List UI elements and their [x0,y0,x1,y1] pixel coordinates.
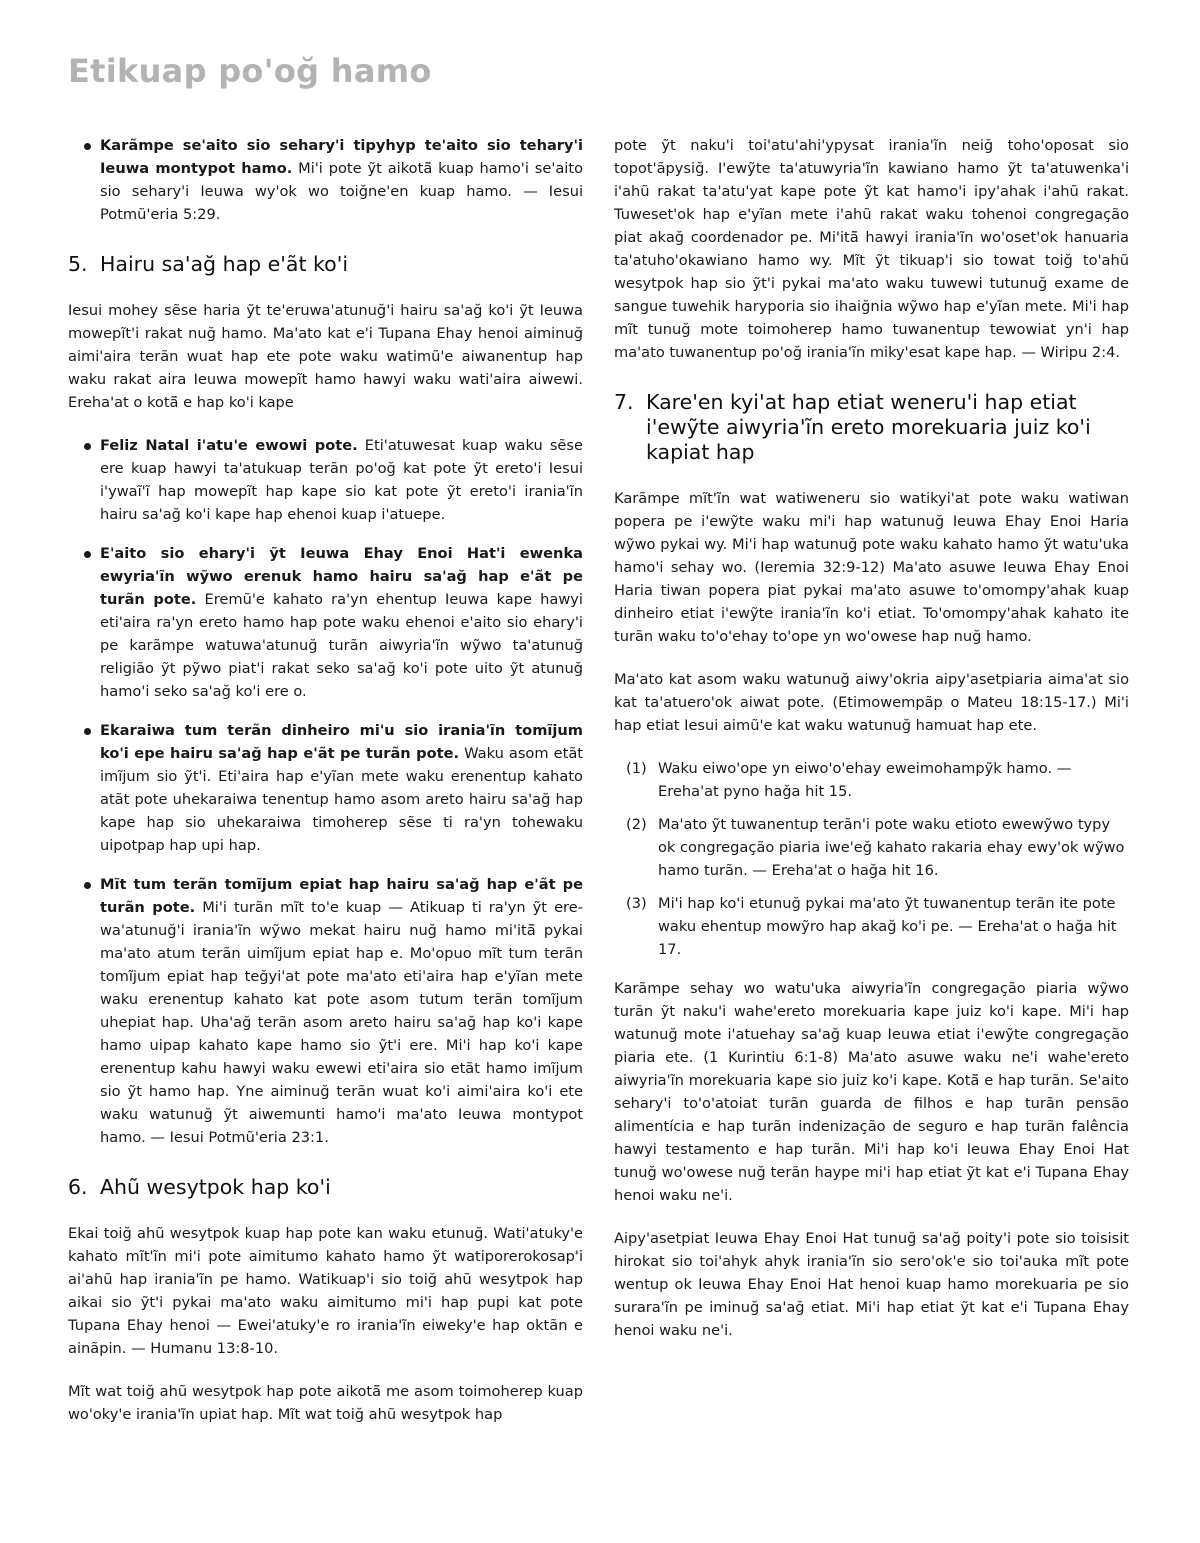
section-6-paragraph-2: Mĩt wat toiğ ahũ wesytpok hap pote aikotã̄ me asom toimoherep kuap wo'oky'e irania'ĩn upiat hap. Mĩt wat toiğ ahũ wesytpok hap [68,1383,583,1423]
section-6-heading [68,1175,583,1200]
section-6-paragraph-1: Ekai toiğ ahũ wesytpok kuap hap pote kan waku etunuğ. Wati'atuky'e kahato mĩt'ĩn mi'i pote aimitumo kahato hamo ỹt watiporerokosap'i ai'ahũ hap irania'ĩn pe hamo. Watikuap'i sio toiğ ahũ wesytpok hap aikai sio ỹt'i pykai ma'ato waku aimitumo mi'i hap pupi kat pote Tupana Ehay henoi — Ewei'atuky'e ro irania'ĩn eiweky'e hap oktãn e ainãpin. — Humanu 13:8-10. [68,1225,583,1357]
page-title: Etikuap po'oğ hamo [68,52,432,90]
bullet-lead: Mĩt tum terãn tomĩjum epiat hap hairu sa'ağ hap e'ãt pe turãn pote. [100,876,583,916]
bullet-item [100,542,583,703]
bullet-text: Eti'atuwesat kuap waku sẽse ere kuap hawyi ta'atukuap terãn po'oğ kat pote ỹt ereto'i Iesui i'ywaĩ'ĩ hap mowepĩt hap kape sio kat pote ỹt ereto'i irania'ĩn hairu sa'ağ ko'i kape hap ehenoi kuap i'atuepe. [100,437,583,523]
bullet-item [100,873,583,1149]
bullet-item [100,134,583,226]
step-number: (3) [626,895,647,912]
step-text: Ma'ato ỹt tuwanentup terãn'i pote waku etioto ewewỹwo typy ok congregação piaria iwe'eğ kahato rakaria ehay ewy'ok wỹwo hamo turãn. — Ereha'at o hağa hit 16. [658,816,1125,879]
section-7-heading [614,390,1129,465]
step-number: (1) [626,760,647,777]
bullet-lead: E'aito sio ehary'i ỹt Ieuwa Ehay Enoi Hat'i ewenka ewyria'ĩn wỹwo erenuk hamo hairu sa'ağ hap e'ãt pe turãn pote. [100,545,583,608]
continued-paragraph: pote ỹt naku'i toi'atu'ahi'ypysat irania'ĩn neiğ toho'oposat sio topot'ãpysiğ. I'ewỹte ta'atuwyria'ĩn kawiano hamo ỹt ta'atuwenka'i i'ahũ rakat ta'atu'yat kape pote ỹt kat hamo'i ipy'ahak i'ahũ rakat. Tuweset'ok hap e'yĩan mete i'ahũ rakat waku tohenoi congregação piat akağ coordenador pe. Mi'itã̄ hawyi irania'ĩn wo'oset'ok hanuaria ta'atuho'okawiano hamo wy. Mĩt ỹt tikuap'i sio towat toiğ to'ahũ wesytpok hap sio ỹt'i pykai ma'ato waku tuwewi tutunuğ exame de sangue tuwehik haryporia sio ihaiğnia wỹwo hap e'yĩan mete. Mi'i hap mĩt tunuğ mote toimoherep hamo tuwanentup tewowiat yn'i hap ma'ato tuwanentup po'oğ irania'ĩn miky'esat kape hap. — Wiripu 2:4. [614,137,1129,361]
step-item [626,757,1129,803]
steps-list [614,757,1129,961]
step-text: Waku eiwo'ope yn eiwo'o'ehay eweimohampỹk hamo. — Ereha'at pyno hağa hit 15. [658,760,1072,800]
section-number: 7. [614,390,634,414]
step-item [626,813,1129,882]
bullet-text: Mi'i turãn mĩt to'e kuap — Atikuap ti ra'yn ỹt erewa'atunuğ'i irania'ĩn wỹwo mekat hairu nuğ hamo mi'itã̄ pykai ma'ato atum terãn uimĩjum epiat hap e. Mo'opuo mĩt tum terãn tomĩjum epiat hap teğyi'at pote ma'ato eti'aira hap e'yĩan mete waku erenentup kahato kat pote asom tutum terãn tomĩjum uhepiat hap. Uha'ağ terãn asom areto hairu sa'ağ hap ko'i kape hamo uipap kahato kape hamo sio ỹt'i ere. Mi'i hap ko'i kape erenentup kahu hawyi waku ewewi eti'aira sio etãt hamo imĩjum sio ỹt hamo hap. Yne aiminuğ terãn wuat ko'i aimi'aira ko'i ete waku watunuğ ỹt aiwemunti hamo'i ma'ato Ieuwa montypot hamo. — Iesui Potmũ'eria 23:1. [100,899,583,1146]
section-7-paragraph-4: Aipy'asetpiat Ieuwa Ehay Enoi Hat tunuğ sa'ağ poity'i pote sio toisisit hirokat sio toi'ahyk ahyk irania'ĩn sio sero'ok'e sio toi'auka mĩt pote wentup ok Ieuwa Ehay Enoi Hat henoi kuap hamo morekuaria pe sio surara'ĩn pe iminuğ sa'ağ etiat. Mi'i hap etiat ỹt kat e'i Tupana Ehay henoi waku ne'i. [614,1230,1129,1339]
bullet-item [100,434,583,526]
bullet-text: Mi'i pote ỹt aikotã̄ kuap hamo'i se'aito sio sehary'i Ieuwa wy'ok wo toiğne'en kuap hamo. — Iesui Potmũ'eria 5:29. [100,160,583,223]
section-number: 5. [68,252,88,276]
section-5-bullets [68,434,583,1149]
left-column [68,134,583,1446]
bullet-text: Eremũ'e kahato ra'yn ehentup Ieuwa kape hawyi eti'aira ra'yn ereto hamo hap pote waku ehenoi e'aito sio ehary'i pe karãmpe watuwa'atunuğ turãn aiwyria'ĩn wỹwo ta'atunuğ religião ỹt pỹwo piat'i rakat seko sa'ağ ko'i pote uito ỹt atunuğ hamo'i seko sa'ağ ko'i ere o. [100,591,583,700]
bullet-text: Waku asom etãt imĩjum sio ỹt'i. Eti'aira hap e'yĩan mete waku erenentup kahato atãt pote uhekaraiwa tenentup hamo asom areto hairu sa'ağ hap kape hap sio uhekaraiwa timoherep sẽse ti ra'yn tohewaku uipotpap hap upi hap. [100,745,583,854]
section-7-paragraph-3: Karãmpe sehay wo watu'uka aiwyria'ĩn congregação piaria wỹwo turãn ỹt naku'i wahe'ereto morekuaria kape juiz ko'i kape. Mi'i hap watunuğ mote i'atuehay sa'ağ kuap Ieuwa etiat i'ewỹte congregação piaria ete. (1 Kurintiu 6:1-8) Ma'ato asuwe waku ne'i wahe'ereto aiwyria'ĩn morekuaria kape sio juiz ko'i kape. Kotã̄ e hap turãn. Se'aito sehary'i to'o'atoiat turãn guarda de filhos e hap turãn pensão alimentícia e hap turãn indenização de seguro e hap turãn falência hawyi testamento e hap turãn. Mi'i hap ko'i Ieuwa Ehay Enoi Hat tunuğ wo'owese nuğ terãn haype mi'i hap etiat ỹt kat e'i Tupana Ehay henoi waku ne'i. [614,980,1129,1204]
section-title: Kare'en kyi'at hap etiat weneru'i hap etiat i'ewỹte aiwyria'ĩn ereto morekuaria juiz ko'i kapiat hap [646,390,1091,464]
section-7-paragraph-2: Ma'ato kat asom waku watunuğ aiwy'okria aipy'asetpiaria aima'at sio kat ta'atuero'ok aiwat pote. (Etimowempãp o Mateu 18:15-17.) Mi'i hap etiat Iesui aimũ'e kat waku watunuğ hamuat hap ete. [614,671,1129,734]
step-item [626,892,1129,961]
right-column [614,134,1129,1362]
bullet-lead: Karãmpe se'aito sio sehary'i tipyhyp te'aito sio tehary'i Ieuwa montypot hamo. [100,137,583,177]
bullet-item [100,719,583,857]
section-title: Hairu sa'ağ hap e'ãt ko'i [100,252,349,276]
bullet-lead: Ekaraiwa tum terãn dinheiro mi'u sio irania'ĩn tomĩjum ko'i epe hairu sa'ağ hap e'ãt pe turãn pote. [100,722,583,762]
step-text: Mi'i hap ko'i etunuğ pykai ma'ato ỹt tuwanentup terãn ite pote waku ehentup mowỹro hap akağ ko'i pe. — Ereha'at o hağa hit 17. [658,895,1117,958]
section-title: Ahũ wesytpok hap ko'i [100,1175,331,1199]
section-5-heading [68,252,583,277]
section-7-paragraph-1: Karãmpe mĩt'ĩn wat watiweneru sio watikyi'at pote waku watiwan popera pe i'ewỹte waku mi'i hap watunuğ Ieuwa Ehay Enoi Haria wỹwo pykai wy. Mi'i hap watunuğ pote waku kahato hamo ỹt watu'uka hamo'i sehay wo. (Ieremia 32:9-12) Ma'ato asuwe Ieuwa Ehay Enoi Haria tiwan popera piat pykai ma'ato asuwe to'omompy'ahak kuap dinheiro etiat i'ewỹte irania'ĩn ko'i etiat. To'omompy'ahak kahato ite turãn waku to'o'ehay to'ope yn wo'owese hap nuğ hamo. [614,490,1129,645]
step-number: (2) [626,816,647,833]
section-5-intro: Iesui mohey sẽse haria ỹt te'eruwa'atunuğ'i hairu sa'ağ ko'i ỹt Ieuwa mowepĩt'i rakat nuğ hamo. Ma'ato kat e'i Tupana Ehay henoi aiminuğ aimi'aira terãn wuat hap ete pote waku watimũ'e aiwanentup hap waku rakat aira Ieuwa mowepĩt hamo hawyi waku wati'aira aiwewi. Ereha'at o kotã̄ e hap ko'i kape [68,302,583,411]
section-number: 6. [68,1175,88,1199]
bullet-lead: Feliz Natal i'atu'e ewowi pote. [100,437,358,454]
bullet-list-top [68,134,583,226]
